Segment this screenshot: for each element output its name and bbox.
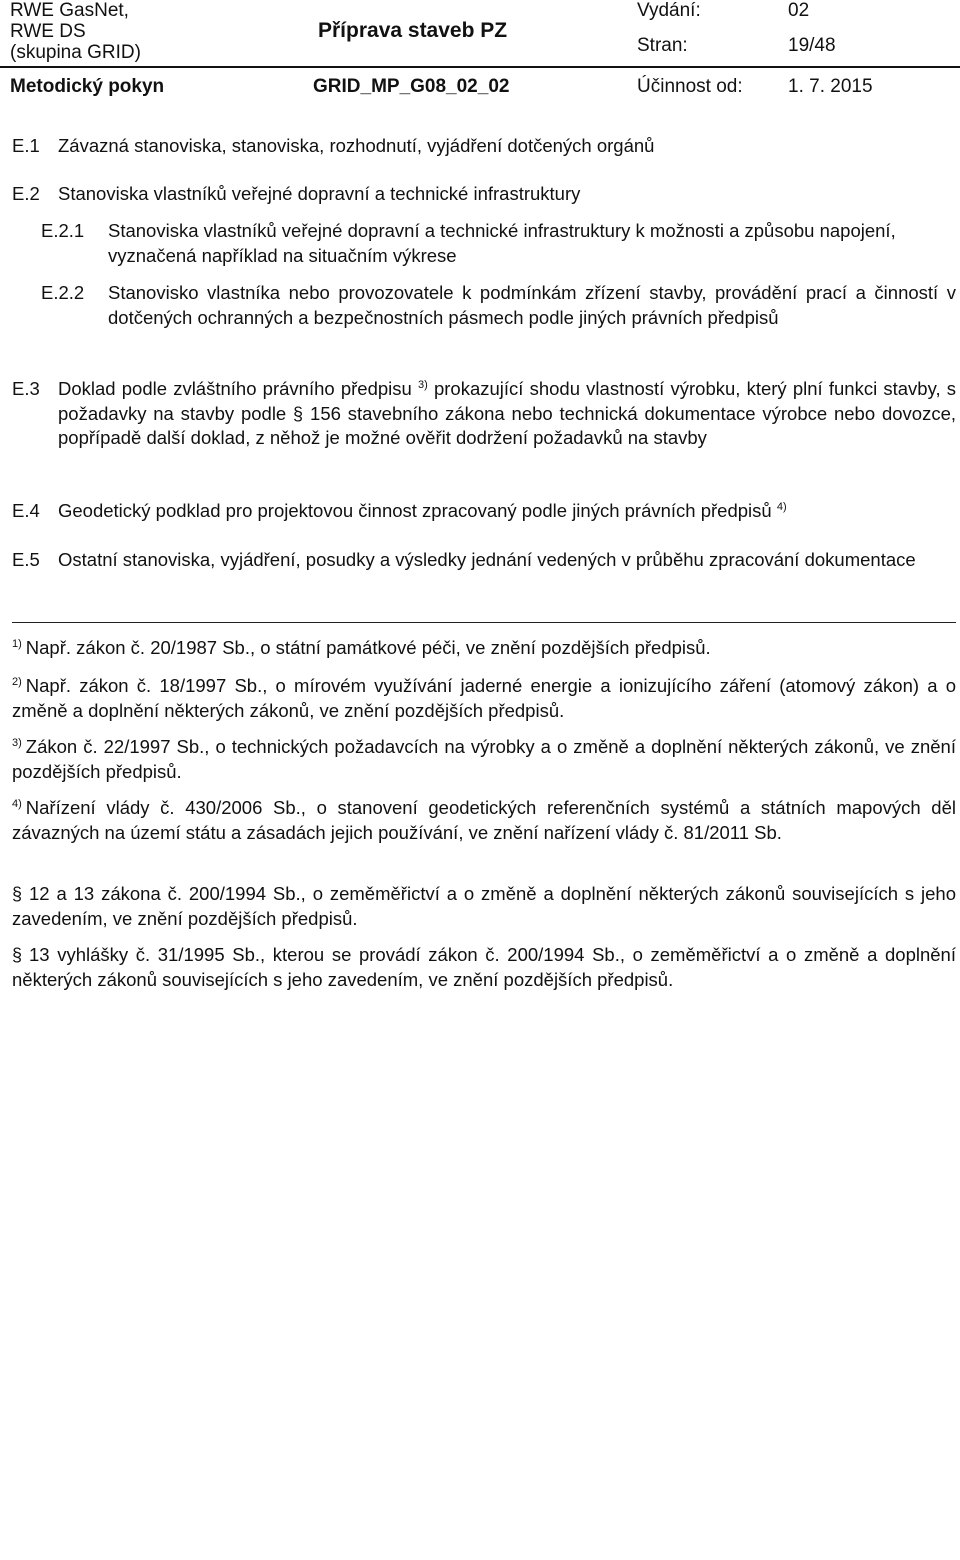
paragraph-sign-icon	[293, 403, 306, 424]
section-text: 156 stavebního zákona nebo technická dokumentace výrobce nebo dovozce, popřípadě další doklad, z něhož je možné ověřit dodržení požadavků na stavby	[58, 402, 956, 448]
section-heading: Ostatní stanoviska, vyjádření, posudky a výsledky jednání vedených v průběhu zpracování dokumentace	[58, 549, 916, 570]
section-e2-2	[41, 281, 956, 357]
footnote-text: 13 vyhlášky č. 31/1995 Sb., kterou se provádí zákon č. 200/1994 Sb., o zeměměřictví a o změně a doplnění některých zákonů souvisejících s jeho zavedením, ve znění pozdějších předpisů.	[12, 944, 956, 990]
section-heading: Stanoviska vlastníků veřejné dopravní a technické infrastruktury	[58, 183, 581, 204]
svg-text:§: §	[12, 945, 23, 965]
section-e4	[12, 499, 956, 525]
footnote-1	[12, 636, 956, 661]
section-e1	[12, 134, 956, 160]
footnote-text: Nařízení vlády č. 430/2006 Sb., o stanovení geodetických referenčních systémů a státních mapových děl závazných na území státu a zásadách jejich používání, ve znění nařízení vlády č. 81/2011 Sb.	[12, 797, 956, 843]
header-divider	[0, 66, 960, 68]
page-count-label: Stran:	[637, 35, 688, 56]
section-number: E.2.1	[41, 220, 85, 241]
effective-date-value: 1. 7. 2015	[788, 76, 873, 97]
section-text: Geodetický podklad pro projektovou činnost zpracovaný podle jiných právních předpisů	[58, 500, 772, 521]
footnote-mark: 3)	[12, 736, 22, 749]
document-code: GRID_MP_G08_02_02	[313, 76, 510, 97]
edition-label: Vydání:	[637, 0, 701, 21]
svg-text:§: §	[12, 884, 23, 904]
section-heading: Stanoviska vlastníků veřejné dopravní a technické infrastruktury k možnosti a způsobu napojení, vyznačená například na situačním výkrese	[108, 220, 896, 266]
company-line-2: RWE DS	[10, 21, 86, 42]
section-number: E.1	[12, 135, 40, 156]
footnote-2	[12, 674, 956, 723]
footnote-mark: 1)	[12, 637, 22, 650]
section-number: E.5	[12, 549, 40, 570]
footnote-text: 12 a 13 zákona č. 200/1994 Sb., o zeměměřictví a o změně a doplnění některých zákonů souvisejících s jeho zavedením, ve znění pozdějších předpisů.	[12, 883, 956, 929]
document-type: Metodický pokyn	[10, 76, 165, 97]
section-text: Doklad podle zvláštního právního předpisu	[58, 378, 412, 399]
footnote-6	[12, 943, 956, 992]
section-e3	[12, 377, 956, 479]
svg-text:§: §	[293, 403, 304, 424]
footnote-divider	[12, 622, 956, 623]
section-heading: Závazná stanoviska, stanoviska, rozhodnutí, vyjádření dotčených orgánů	[58, 135, 655, 156]
paragraph-sign-icon	[12, 944, 25, 965]
company-line-3: (skupina GRID)	[10, 42, 141, 63]
section-number: E.3	[12, 378, 40, 399]
section-e2	[12, 182, 956, 208]
section-number: E.2.2	[41, 282, 85, 303]
company-line-1: RWE GasNet,	[10, 0, 129, 21]
page-count-value: 19/48	[788, 35, 836, 56]
footnote-text: Např. zákon č. 18/1997 Sb., o mírovém využívání jaderné energie a ionizujícího záření (atomový zákon) a o změně a doplnění některých zákonů, ve znění pozdějších předpisů.	[12, 675, 956, 721]
section-e5	[12, 548, 956, 600]
paragraph-sign-icon	[12, 883, 25, 904]
footnote-mark: 4)	[12, 797, 22, 810]
footnote-5	[12, 882, 956, 931]
footnote-ref: 4)	[776, 500, 787, 513]
section-text: prokazující shodu vlastností výrobku, který plní funkci stavby, s požadavky na stavby podle	[58, 378, 957, 424]
section-heading	[58, 499, 956, 524]
section-number: E.2	[12, 183, 40, 204]
footnote-text: Zákon č. 22/1997 Sb., o technických požadavcích na výrobky a o změně a doplnění některých zákonů, ve znění pozdějších předpisů.	[12, 736, 956, 782]
section-heading	[58, 377, 956, 451]
footnote-4	[12, 796, 956, 845]
section-heading: Stanovisko vlastníka nebo provozovatele k podmínkám zřízení stavby, provádění prací a činností v dotčených ochranných a bezpečnostních pásmech podle jiných právních předpisů	[108, 282, 956, 328]
effective-date-label: Účinnost od:	[637, 76, 743, 97]
document-header	[0, 0, 960, 106]
footnote-text: Např. zákon č. 20/1987 Sb., o státní památkové péči, ve znění pozdějších předpisů.	[25, 637, 711, 658]
footnote-3	[12, 735, 956, 784]
section-number: E.4	[12, 500, 40, 521]
footnote-ref: 3)	[418, 378, 428, 391]
edition-value: 02	[788, 0, 810, 21]
footnote-mark: 2)	[12, 675, 22, 688]
document-title: Příprava staveb PZ	[318, 19, 508, 42]
section-e2-1	[41, 219, 956, 271]
